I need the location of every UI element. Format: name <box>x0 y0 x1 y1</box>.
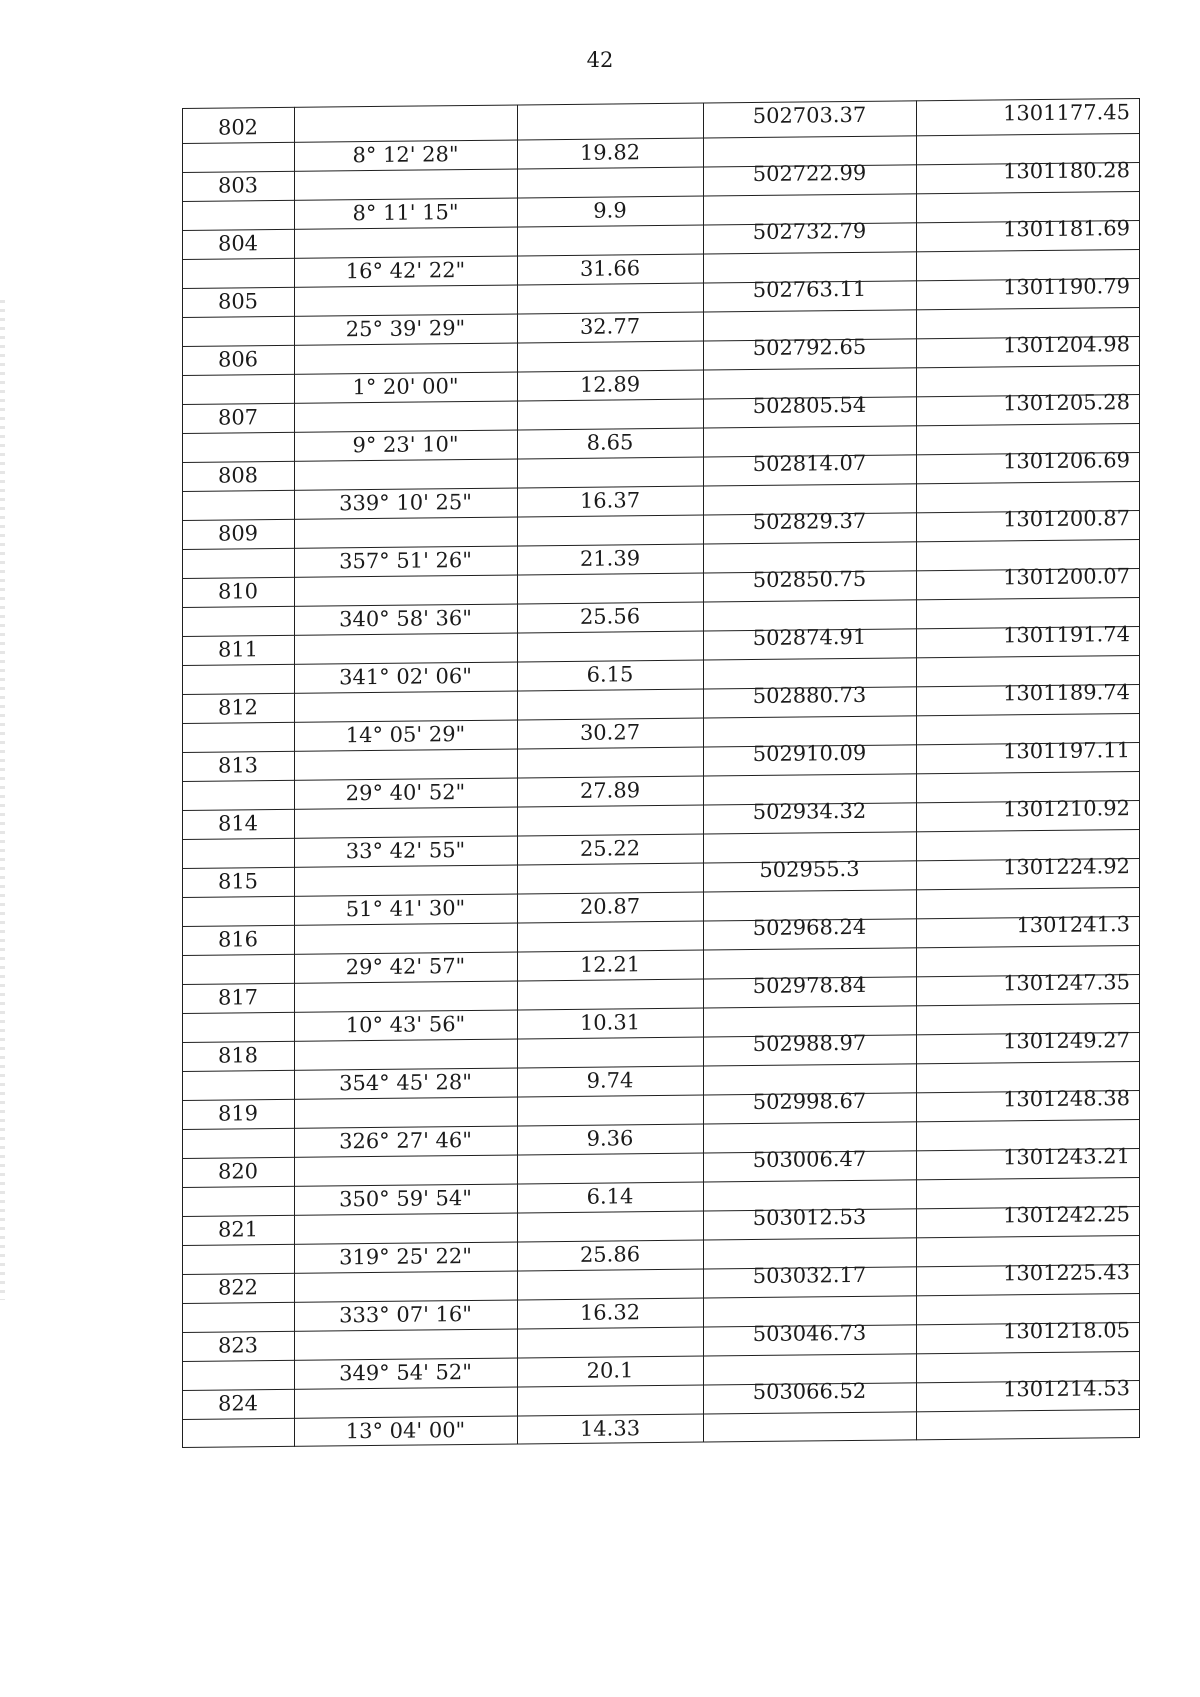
northing-cell: 1301242.25 <box>1003 1202 1130 1228</box>
distance-cell: 30.27 <box>579 720 641 745</box>
distance-cell: 14.33 <box>579 1416 641 1441</box>
easting-cell: 502934.32 <box>752 798 867 825</box>
easting-cell: 502850.75 <box>752 566 867 593</box>
distance-cell: 16.37 <box>579 488 641 513</box>
bearing-cell: 350° 59' 54" <box>339 1185 472 1212</box>
northing-cell: 1301197.11 <box>1003 738 1130 764</box>
easting-cell: 502732.79 <box>752 218 867 245</box>
distance-cell: 6.14 <box>586 1184 634 1209</box>
bearing-cell: 8° 12' 28" <box>352 142 459 168</box>
easting-cell: 502814.07 <box>752 450 867 477</box>
bearing-cell: 340° 58' 36" <box>339 605 472 632</box>
survey-coordinates-table <box>182 98 1140 1560</box>
easting-cell: 502955.3 <box>759 856 860 882</box>
point-id-cell: 814 <box>217 811 259 836</box>
northing-cell: 1301190.79 <box>1003 274 1130 300</box>
bearing-cell: 25° 39' 29" <box>345 316 466 342</box>
easting-cell: 502805.54 <box>752 392 867 419</box>
point-id-cell: 820 <box>217 1159 259 1184</box>
distance-cell: 12.21 <box>579 952 641 977</box>
northing-cell: 1301249.27 <box>1003 1028 1130 1054</box>
northing-cell: 1301248.38 <box>1003 1086 1130 1112</box>
point-id-cell: 803 <box>217 173 259 198</box>
distance-cell: 16.32 <box>579 1300 641 1325</box>
distance-cell: 19.82 <box>579 140 641 165</box>
distance-cell: 6.15 <box>586 662 634 687</box>
bearing-cell: 16° 42' 22" <box>345 258 466 284</box>
easting-cell: 502874.91 <box>752 624 867 651</box>
northing-cell: 1301181.69 <box>1003 216 1130 242</box>
easting-cell: 502978.84 <box>752 972 867 999</box>
scan-edge-artifact <box>0 300 5 1300</box>
distance-cell: 25.86 <box>579 1242 641 1267</box>
bearing-cell: 51° 41' 30" <box>345 896 466 922</box>
point-id-cell: 804 <box>217 231 259 256</box>
easting-cell: 502829.37 <box>752 508 867 535</box>
northing-cell: 1301241.3 <box>1016 912 1130 938</box>
northing-cell: 1301206.69 <box>1003 448 1130 474</box>
bearing-cell: 357° 51' 26" <box>339 547 472 574</box>
bearing-cell: 341° 02' 06" <box>339 663 472 690</box>
distance-cell: 31.66 <box>579 256 641 281</box>
distance-cell: 27.89 <box>579 778 641 803</box>
bearing-cell: 14° 05' 29" <box>345 722 466 748</box>
northing-cell: 1301189.74 <box>1003 680 1130 706</box>
easting-cell: 502910.09 <box>752 740 867 767</box>
easting-cell: 503032.17 <box>752 1262 867 1289</box>
easting-cell: 503066.52 <box>752 1378 867 1405</box>
northing-cell: 1301204.98 <box>1003 332 1130 358</box>
northing-cell: 1301200.07 <box>1003 564 1130 590</box>
distance-cell: 12.89 <box>579 372 641 397</box>
bearing-cell: 13° 04' 00" <box>345 1418 466 1444</box>
northing-cell: 1301205.28 <box>1003 390 1130 416</box>
northing-cell: 1301177.45 <box>1003 100 1130 126</box>
easting-cell: 502722.99 <box>752 160 867 187</box>
northing-cell: 1301210.92 <box>1003 796 1130 822</box>
bearing-cell: 1° 20' 00" <box>352 374 459 400</box>
distance-cell: 9.74 <box>586 1068 634 1093</box>
bearing-cell: 354° 45' 28" <box>339 1069 472 1096</box>
bearing-cell: 33° 42' 55" <box>345 838 466 864</box>
bearing-cell: 29° 42' 57" <box>345 954 466 980</box>
northing-cell: 1301243.21 <box>1003 1144 1130 1170</box>
distance-cell: 32.77 <box>579 314 641 339</box>
point-id-cell: 810 <box>217 579 259 604</box>
easting-cell: 502880.73 <box>752 682 867 709</box>
easting-cell: 503012.53 <box>752 1204 867 1231</box>
bearing-cell: 9° 23' 10" <box>352 432 459 458</box>
easting-cell: 502998.67 <box>752 1088 867 1115</box>
point-id-cell: 807 <box>217 405 259 430</box>
point-id-cell: 802 <box>217 115 259 140</box>
bearing-cell: 333° 07' 16" <box>339 1301 472 1328</box>
distance-cell: 21.39 <box>579 546 641 571</box>
point-id-cell: 806 <box>217 347 259 372</box>
distance-cell: 10.31 <box>579 1010 641 1035</box>
easting-cell: 502792.65 <box>752 334 867 361</box>
distance-cell: 20.1 <box>586 1358 634 1383</box>
easting-cell: 503046.73 <box>752 1320 867 1347</box>
easting-cell: 502703.37 <box>752 102 867 129</box>
bearing-cell: 339° 10' 25" <box>339 489 472 516</box>
point-id-cell: 823 <box>217 1333 259 1358</box>
northing-cell: 1301200.87 <box>1003 506 1130 532</box>
point-id-cell: 805 <box>217 289 259 314</box>
bearing-cell: 319° 25' 22" <box>339 1243 472 1270</box>
distance-cell: 25.22 <box>579 836 641 861</box>
column-rule <box>703 103 704 1443</box>
point-id-cell: 821 <box>217 1217 259 1242</box>
bearing-cell: 326° 27' 46" <box>339 1127 472 1154</box>
column-rule <box>916 100 917 1440</box>
point-id-cell: 824 <box>217 1391 259 1416</box>
distance-cell: 9.9 <box>593 198 627 223</box>
page-number: 42 <box>586 48 614 72</box>
bearing-cell: 29° 40' 52" <box>345 780 466 806</box>
point-id-cell: 817 <box>217 985 259 1010</box>
point-id-cell: 819 <box>217 1101 259 1126</box>
northing-cell: 1301191.74 <box>1003 622 1130 648</box>
easting-cell: 502763.11 <box>752 276 867 303</box>
northing-cell: 1301180.28 <box>1003 158 1130 184</box>
easting-cell: 503006.47 <box>752 1146 867 1173</box>
point-id-cell: 809 <box>217 521 259 546</box>
point-id-cell: 813 <box>217 753 259 778</box>
northing-cell: 1301218.05 <box>1003 1318 1130 1344</box>
northing-cell: 1301225.43 <box>1003 1260 1130 1286</box>
northing-cell: 1301247.35 <box>1003 970 1130 996</box>
bearing-cell: 349° 54' 52" <box>339 1359 472 1386</box>
bearing-cell: 10° 43' 56" <box>345 1012 466 1038</box>
column-rule <box>1139 98 1140 1438</box>
bearing-cell: 8° 11' 15" <box>352 200 459 226</box>
point-id-cell: 811 <box>217 637 259 662</box>
northing-cell: 1301224.92 <box>1003 854 1130 880</box>
easting-cell: 502968.24 <box>752 914 867 941</box>
point-id-cell: 808 <box>217 463 259 488</box>
point-id-cell: 822 <box>217 1275 259 1300</box>
distance-cell: 20.87 <box>579 894 641 919</box>
distance-cell: 9.36 <box>586 1126 634 1151</box>
point-id-cell: 815 <box>217 869 259 894</box>
distance-cell: 25.56 <box>579 604 641 629</box>
easting-cell: 502988.97 <box>752 1030 867 1057</box>
point-id-cell: 818 <box>217 1043 259 1068</box>
point-id-cell: 816 <box>217 927 259 952</box>
northing-cell: 1301214.53 <box>1003 1376 1130 1402</box>
distance-cell: 8.65 <box>586 430 634 455</box>
point-id-cell: 812 <box>217 695 259 720</box>
